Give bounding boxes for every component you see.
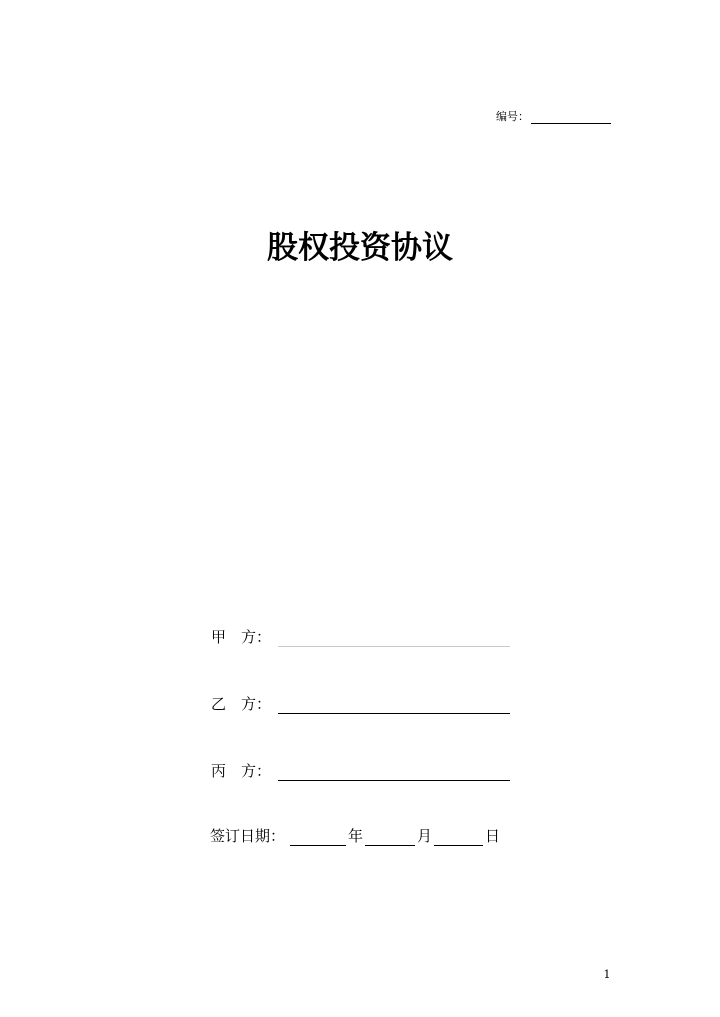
document-number [496,110,611,124]
party-a-row [211,627,510,647]
page-number: 1 [603,968,611,981]
sign-date-month-blank [365,829,415,846]
sign-date-month-label: 月 [417,827,433,845]
sign-date-day-blank [434,829,483,846]
party-b-label: 乙 方： [211,695,272,713]
sign-date-row [210,826,500,846]
party-a-blank [278,630,510,647]
party-c-blank [278,764,510,781]
page-title: 股权投资协议 [267,230,453,266]
sign-date-label: 签订日期： [210,827,286,845]
party-b-blank [278,697,510,714]
party-c-label: 丙 方： [211,762,272,780]
party-b-row [211,694,510,714]
document-number-blank [531,111,611,124]
sign-date-year-label: 年 [348,827,364,845]
party-c-row [211,761,510,781]
sign-date-year-blank [290,829,346,846]
sign-date-day-label: 日 [485,827,501,845]
document-number-label: 编号： [496,110,529,123]
party-a-label: 甲 方： [211,628,272,646]
